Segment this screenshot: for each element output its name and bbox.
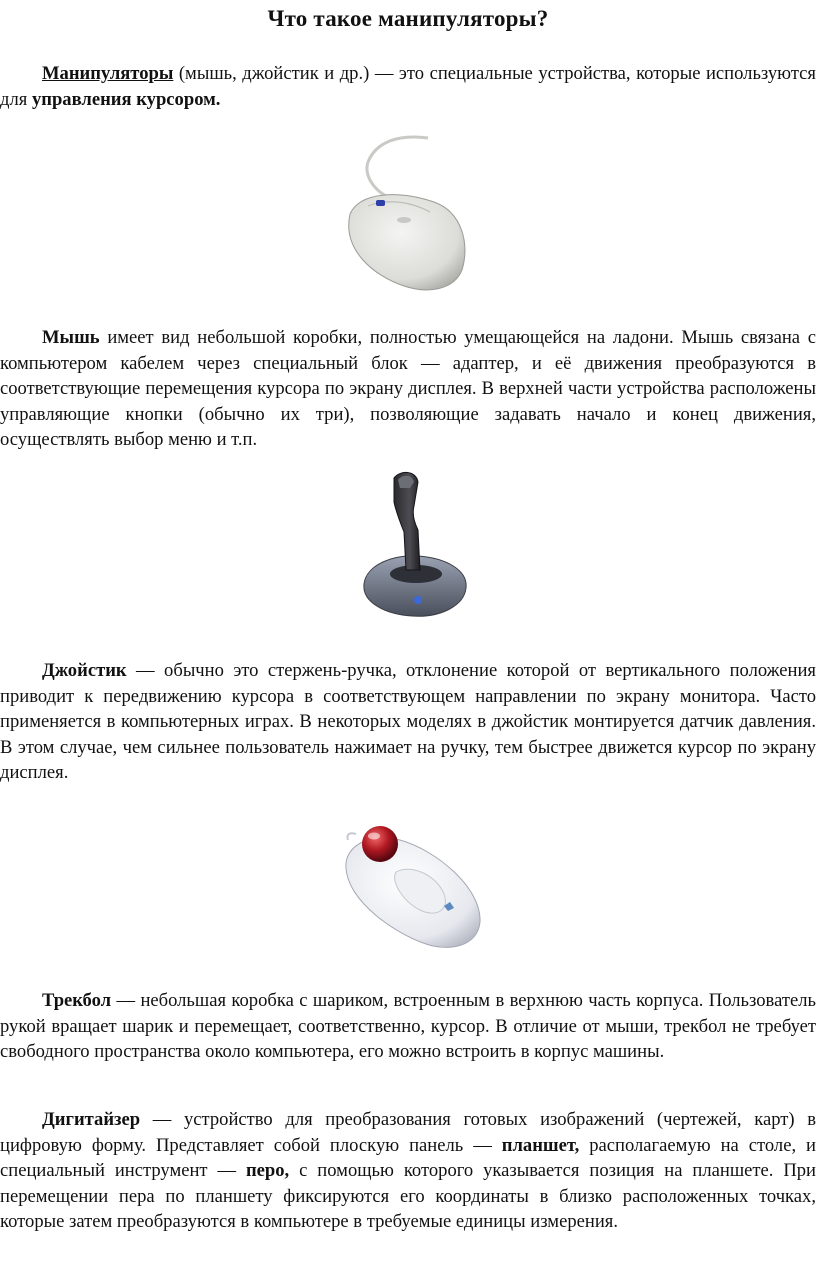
joystick-text: — обычно это стержень-ручка, отклонение которой от вертикального положения приводит к передвижению курсора в соответствующем направлении по экрану монитора. Часто применяется в компьютерных играх. В некоторых моделях в джойстик монтируется датчик давления. В этом случае, чем сильнее пользователь нажимает на ручку, тем быстрее движется курсор по экрану дисплея. [0,660,816,784]
digitizer-bold-pen: перо, [245,1160,290,1182]
trackball-text: — небольшая коробка с шариком, встроенным в верхнюю часть корпуса. Пользователь рукой вращает шарик и перемещает, соответственно, курсор. В отличие от мыши, трекбол не требует свободного пространства около компьютера, его можно встроить в корпус машины. [0,990,816,1063]
joystick-term: Джойстик [42,660,127,681]
trackball-photo [340,812,490,956]
intro-paragraph [0,61,816,112]
mouse-term: Мышь [42,327,100,348]
trackball-paragraph [0,988,816,1065]
digitizer-paragraph [0,1107,816,1235]
intro-bold-end: управления курсором. [31,88,221,110]
digitizer-text-1: — устройство для преобразования готовых изображений (чертежей, карт) в цифровую форму. Представляет собой плоскую панель — [0,1109,816,1156]
trackball-term: Трекбол [42,990,112,1011]
joystick-paragraph [0,658,816,786]
joystick-photo [356,466,474,626]
intro-text: (мышь, джойстик и др.) — это специальные устройства, которые используются для [0,63,816,110]
mouse-photo [338,132,478,302]
digitizer-term: Дигитайзер [42,1109,141,1130]
page-title: Что такое манипуляторы? [267,6,549,31]
digitizer-bold-tablet: планшет, [501,1134,580,1156]
intro-term: Манипуляторы [42,63,174,84]
mouse-text: имеет вид небольшой коробки, полностью умещающейся на ладони. Мышь связана с компьютером кабелем через специальный блок — адаптер, и её движения преобразуются в соответствующие перемещения курсора по экрану дисплея. В верхней части устройства расположены управляющие кнопки (обычно их три), позволяющие задавать начало и конец движения, осуществлять выбор меню и т.п. [0,327,816,451]
digitizer-text-2: располагаемую на столе, и специальный инструмент — [0,1134,816,1182]
mouse-paragraph [0,325,816,453]
digitizer-text-3: с помощью которого указывается позиция на планшете. При перемещении пера по планшету фиксируются его координаты в близко расположенных точках, которые затем преобразуются в компьютере в требуемые единицы измерения. [0,1160,816,1233]
